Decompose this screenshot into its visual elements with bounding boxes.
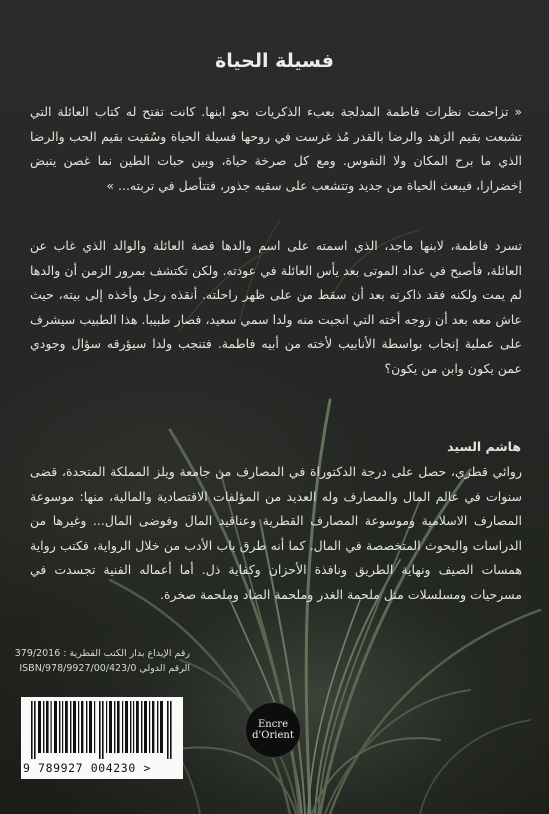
author-name: هاشم السيد bbox=[447, 439, 521, 454]
deposit-number: رقم الإيداع بدار الكتب القطرية : 379/2016 bbox=[14, 648, 190, 659]
isbn-barcode bbox=[21, 697, 183, 779]
publisher-logo-line1: Encre bbox=[257, 719, 289, 730]
legal-info bbox=[14, 646, 190, 676]
barcode-digits: 9 789927 004230 > bbox=[23, 761, 151, 775]
publisher-logo bbox=[245, 702, 301, 758]
author-bio: روائي قطري، حصل على درجة الدكتوراة في المصارف من جامعة ويلز المملكة المتحدة، قضى سنوات في عالم المال والمصارف وله العديد من المؤلفات الاقتصادية والمالية، منها: موسوعة المصارف الاسلامية وموسوعة المصارف القطرية وعناقيد المال وفوضى المال... وغيرها من الدراسات والبحوث المتخصصة في المال. كما أنه طرق باب الأدب من خلال الرواية، فكتب رواية همسات الصيف ونهاية الطريق ونافذة الأحزان وكفاية ذل. أما أعماله الفنية تجسدت في مسرحيات ومسلسلات مثل ملحمة الغدر وملحمة الضاد وملحمة صخرة. bbox=[30, 464, 522, 602]
book-title: فسيلة الحياة bbox=[215, 50, 334, 72]
publisher-logo-line2: d'Orient bbox=[252, 730, 294, 741]
barcode-icon bbox=[31, 701, 173, 759]
blurb-quote: « تزاحمت نظرات فاطمة المدلجة بعبء الذكريات نحو ابنها. كانت تفتح له كتاب العائلة التي تشبعت بقيم الزهد والرضا بالقدر مُذ غرست في روحها فسيلة الحياة وسُقيت بقيم الحب والرضا الذي ما برح المكان ولا النفوس. ومع كل صرخة حياة، وبين حبات الطين نما غصن ينبض إخضرارا، فيبعث الحياة من جديد وتتشعب على سقيه جذور، فتتأصل في تربته... » bbox=[30, 104, 522, 193]
isbn-number: الرقم الدولي ISBN/978/9927/00/423/0 bbox=[19, 663, 190, 674]
blurb-story: تسرد فاطمة، لابنها ماجد، الذي اسمته على اسم والدها قصة العائلة والوالد الذي غاب عن العائلة، فأصبح في عداد الموتى بعد يأس العائلة في عودته. ولكن تكتشف بمرور الزمن أن والدها لم يمت ولكنه فقد ذاكرته بعد أن سقط من على ظهر راحلته. أنقذه رجل وأخذه إلى بيته، حيث عاش معه بعد أن زوجه أخته التي انجبت منه ولدا سمي سعيد، فصار طبيبا. هذا الطبيب سيشرف على عملية إنجاب بواسطة الأنابيب لأخته من أبيه فاطمة. فتنجب ولدا سيؤرقه سؤال وجودي عمن يكون وابن من يكون؟ bbox=[30, 238, 522, 376]
